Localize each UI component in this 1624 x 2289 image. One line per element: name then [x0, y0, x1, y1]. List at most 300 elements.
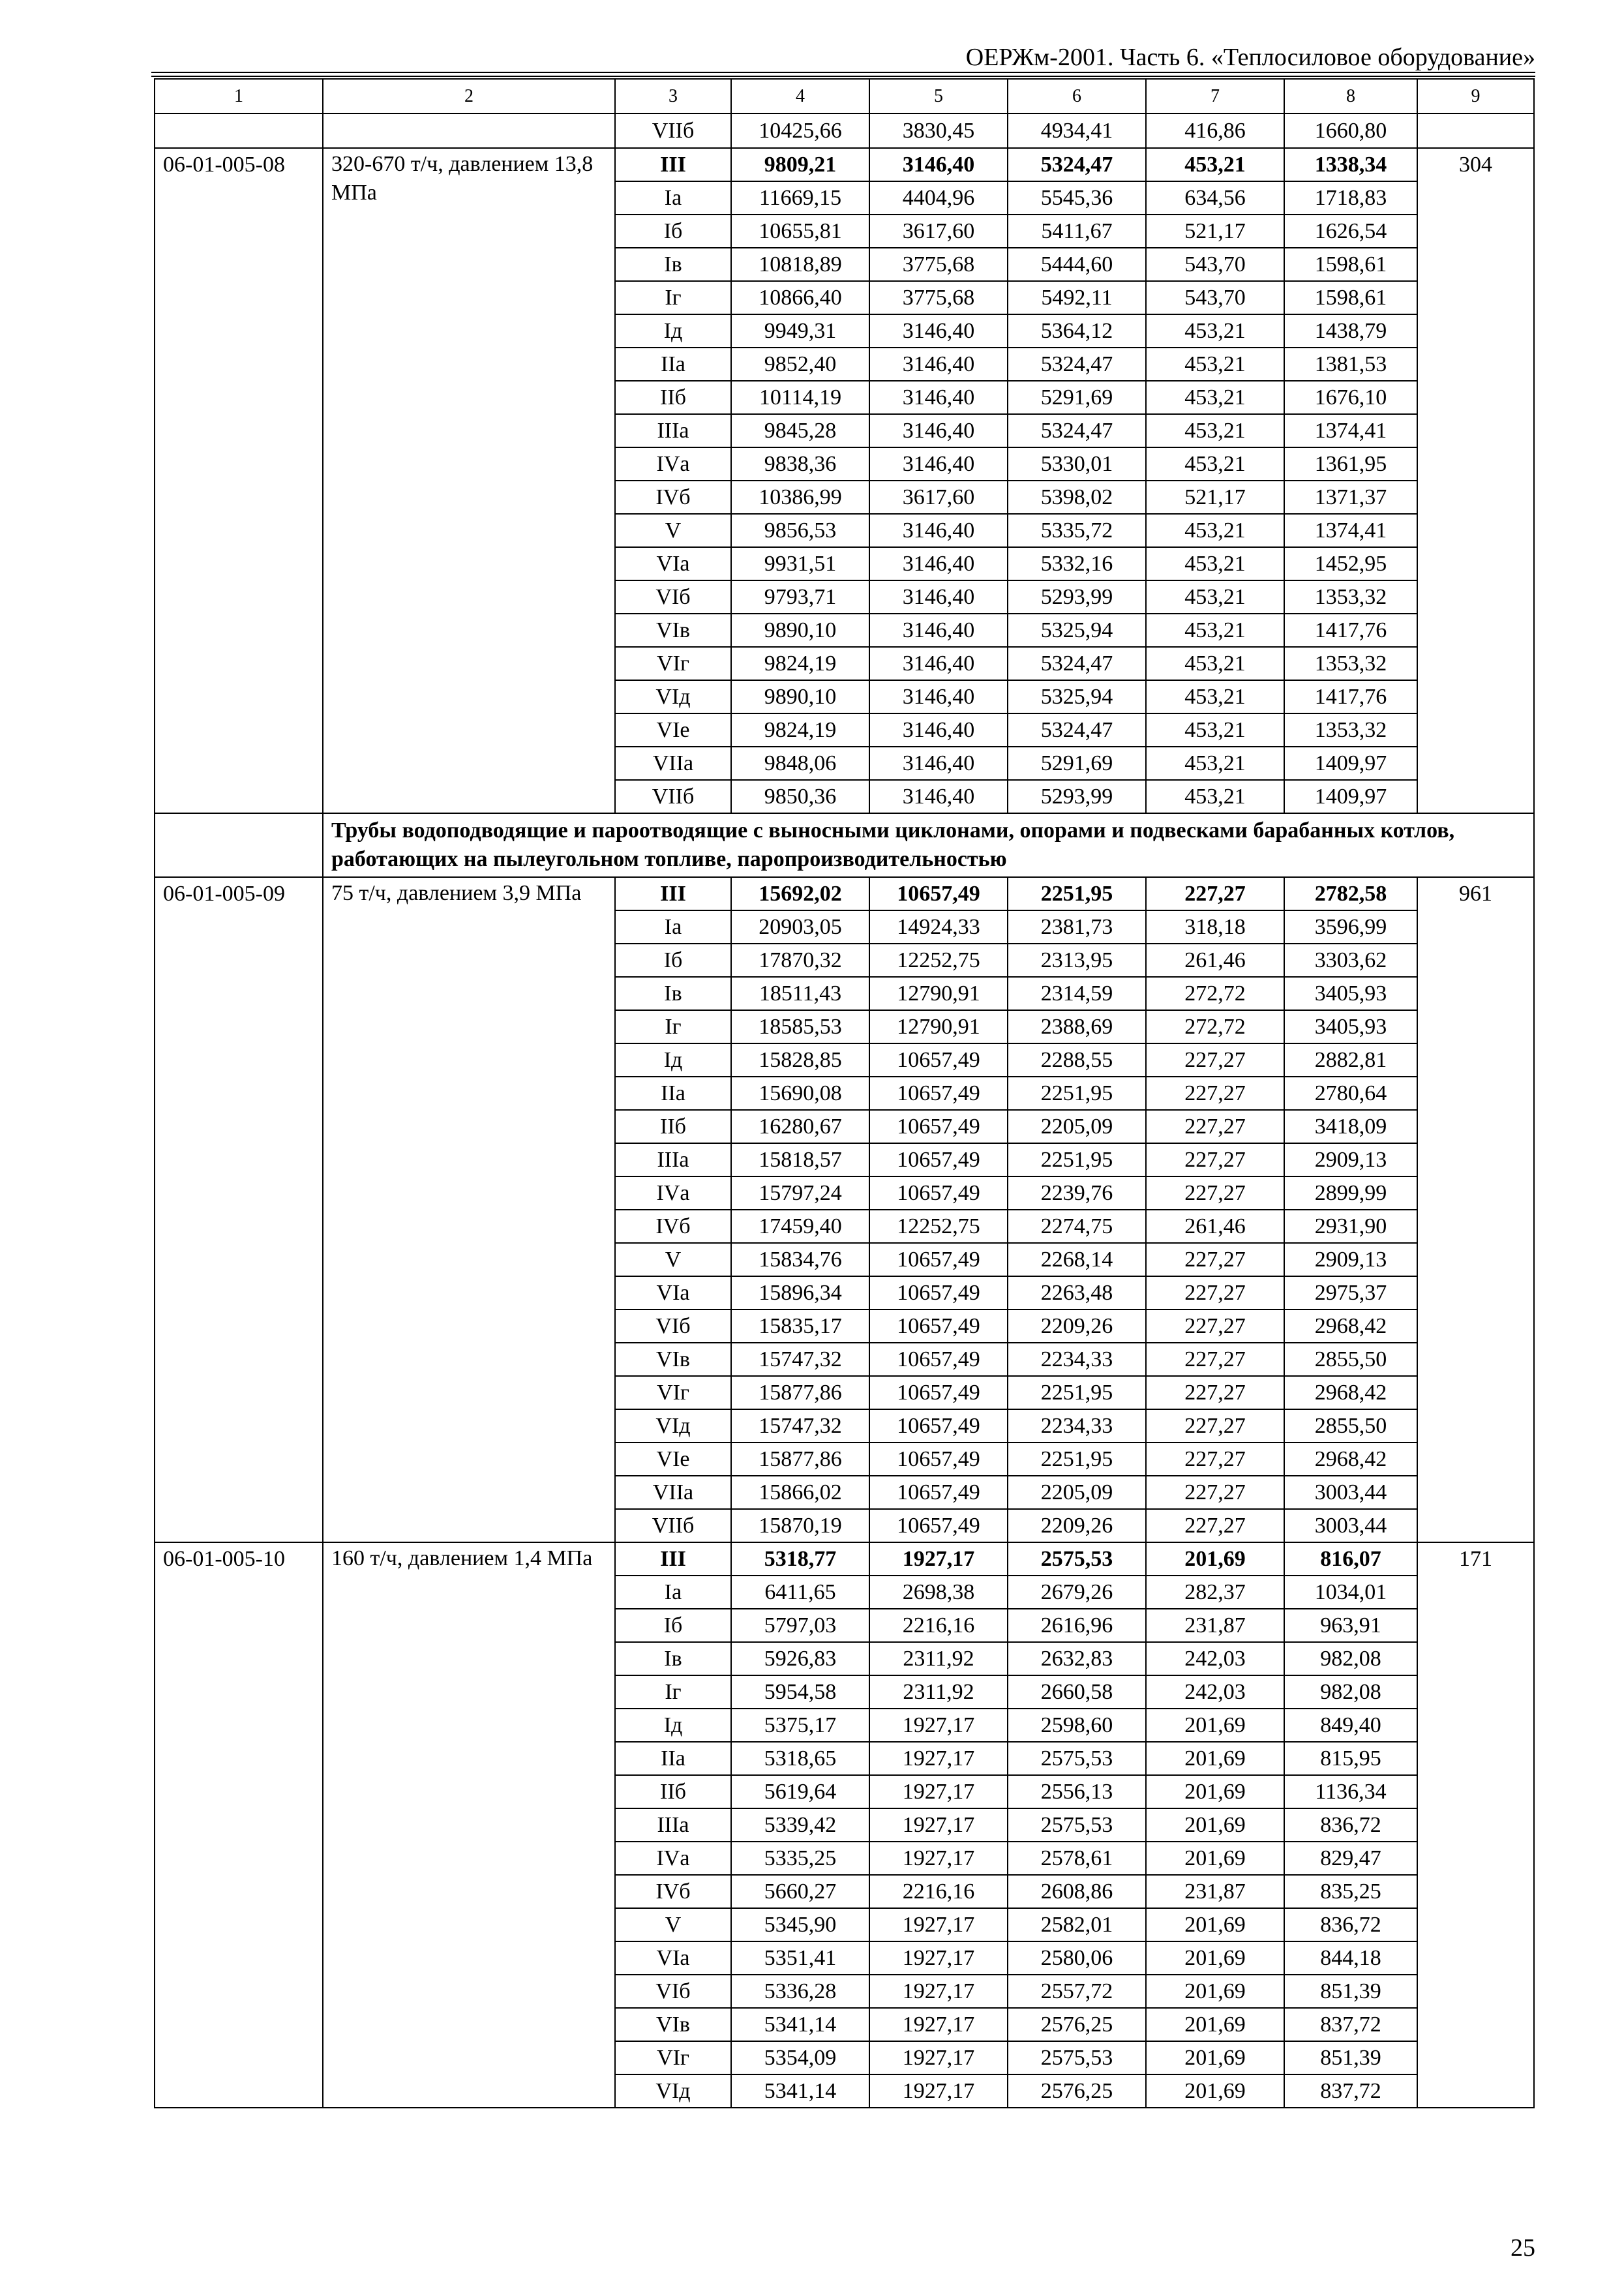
wages: 3146,40	[869, 414, 1008, 447]
wages: 1927,17	[869, 1742, 1008, 1775]
machine-cost: 4934,41	[1008, 113, 1146, 148]
region-zone: IIа	[615, 348, 731, 381]
machinist-wages: 416,86	[1146, 113, 1284, 148]
machinist-wages: 272,72	[1146, 977, 1284, 1010]
wages: 4404,96	[869, 181, 1008, 215]
total-cost: 18585,53	[731, 1010, 869, 1043]
machine-cost: 2234,33	[1008, 1343, 1146, 1376]
total-cost: 15835,17	[731, 1309, 869, 1343]
region-zone: VIг	[615, 2041, 731, 2074]
machine-cost: 5324,47	[1008, 647, 1146, 680]
machine-cost: 5330,01	[1008, 447, 1146, 481]
machine-cost: 2288,55	[1008, 1043, 1146, 1077]
region-zone: VIд	[615, 1409, 731, 1443]
machine-cost: 5335,72	[1008, 514, 1146, 547]
materials-cost: 3596,99	[1284, 910, 1417, 944]
machine-cost: 2576,25	[1008, 2074, 1146, 2108]
continuation-row	[155, 113, 1534, 148]
machinist-wages: 453,21	[1146, 680, 1284, 713]
machinist-wages: 521,17	[1146, 215, 1284, 248]
materials-cost: 1660,80	[1284, 113, 1417, 148]
materials-cost: 1718,83	[1284, 181, 1417, 215]
machinist-wages: 201,69	[1146, 1742, 1284, 1775]
wages: 10657,49	[869, 1343, 1008, 1376]
total-cost: 10866,40	[731, 281, 869, 314]
materials-cost: 816,07	[1284, 1542, 1417, 1576]
column-number: 5	[869, 79, 1008, 113]
region-zone: Iг	[615, 1010, 731, 1043]
total-cost: 5318,65	[731, 1742, 869, 1775]
item-weight: 304	[1417, 148, 1534, 813]
wages: 12252,75	[869, 944, 1008, 977]
wages: 3146,40	[869, 447, 1008, 481]
region-zone: V	[615, 1908, 731, 1941]
column-number: 9	[1417, 79, 1534, 113]
materials-cost: 1598,61	[1284, 281, 1417, 314]
machine-cost: 2388,69	[1008, 1010, 1146, 1043]
region-zone: VIв	[615, 614, 731, 647]
total-cost: 5619,64	[731, 1775, 869, 1808]
total-cost: 9856,53	[731, 514, 869, 547]
header-rule	[151, 72, 1535, 73]
item-description: 75 т/ч, давлением 3,9 МПа	[323, 877, 615, 1542]
wages: 3146,40	[869, 314, 1008, 348]
machine-cost: 5324,47	[1008, 713, 1146, 747]
materials-cost: 815,95	[1284, 1742, 1417, 1775]
region-zone: Iд	[615, 314, 731, 348]
machine-cost: 5324,47	[1008, 148, 1146, 181]
wages: 10657,49	[869, 1110, 1008, 1143]
wages: 10657,49	[869, 1376, 1008, 1409]
machine-cost: 2582,01	[1008, 1908, 1146, 1941]
machinist-wages: 261,46	[1146, 944, 1284, 977]
wages: 2216,16	[869, 1875, 1008, 1908]
machinist-wages: 242,03	[1146, 1675, 1284, 1709]
total-cost: 16280,67	[731, 1110, 869, 1143]
materials-cost: 829,47	[1284, 1842, 1417, 1875]
total-cost: 10818,89	[731, 248, 869, 281]
total-cost: 5954,58	[731, 1675, 869, 1709]
column-number: 6	[1008, 79, 1146, 113]
machine-cost: 2239,76	[1008, 1176, 1146, 1210]
region-zone: VIд	[615, 680, 731, 713]
region-zone: VIIа	[615, 1476, 731, 1509]
machinist-wages: 201,69	[1146, 2074, 1284, 2108]
machinist-wages: 201,69	[1146, 2008, 1284, 2041]
machinist-wages: 227,27	[1146, 1276, 1284, 1309]
machine-cost: 5293,99	[1008, 580, 1146, 614]
item-weight: 171	[1417, 1542, 1534, 2108]
wages: 3146,40	[869, 680, 1008, 713]
region-zone: IIIа	[615, 414, 731, 447]
wages: 1927,17	[869, 2041, 1008, 2074]
machinist-wages: 201,69	[1146, 1908, 1284, 1941]
wages: 10657,49	[869, 1309, 1008, 1343]
machine-cost: 5325,94	[1008, 614, 1146, 647]
machinist-wages: 227,27	[1146, 1309, 1284, 1343]
materials-cost: 3003,44	[1284, 1476, 1417, 1509]
region-zone: III	[615, 1542, 731, 1576]
total-cost: 5336,28	[731, 1975, 869, 2008]
machine-cost: 5324,47	[1008, 348, 1146, 381]
region-zone: VIб	[615, 1309, 731, 1343]
region-zone: V	[615, 1243, 731, 1276]
total-cost: 9949,31	[731, 314, 869, 348]
total-cost: 15870,19	[731, 1509, 869, 1542]
total-cost: 5660,27	[731, 1875, 869, 1908]
total-cost: 5341,14	[731, 2074, 869, 2108]
region-zone: Iа	[615, 181, 731, 215]
machine-cost: 2575,53	[1008, 2041, 1146, 2074]
materials-cost: 835,25	[1284, 1875, 1417, 1908]
region-zone: Iб	[615, 944, 731, 977]
wages: 10657,49	[869, 1243, 1008, 1276]
machinist-wages: 261,46	[1146, 1210, 1284, 1243]
machinist-wages: 453,21	[1146, 780, 1284, 813]
wages: 3146,40	[869, 780, 1008, 813]
total-cost: 9890,10	[731, 680, 869, 713]
machine-cost: 5398,02	[1008, 481, 1146, 514]
machinist-wages: 453,21	[1146, 614, 1284, 647]
machinist-wages: 272,72	[1146, 1010, 1284, 1043]
machine-cost: 2209,26	[1008, 1309, 1146, 1343]
machine-cost: 2313,95	[1008, 944, 1146, 977]
machine-cost: 2575,53	[1008, 1808, 1146, 1842]
machinist-wages: 227,27	[1146, 877, 1284, 910]
materials-cost: 2855,50	[1284, 1409, 1417, 1443]
region-zone: VIа	[615, 547, 731, 580]
total-cost: 15818,57	[731, 1143, 869, 1176]
materials-cost: 2968,42	[1284, 1443, 1417, 1476]
wages: 10657,49	[869, 1077, 1008, 1110]
total-cost: 10425,66	[731, 113, 869, 148]
wages: 1927,17	[869, 1542, 1008, 1576]
materials-cost: 1371,37	[1284, 481, 1417, 514]
total-cost: 9824,19	[731, 647, 869, 680]
region-zone: IVб	[615, 1210, 731, 1243]
wages: 3146,40	[869, 747, 1008, 780]
materials-cost: 1136,34	[1284, 1775, 1417, 1808]
section-title: Трубы водоподводящие и пароотводящие с выносными циклонами, опорами и подвесками барабанных котлов, работающих на пылеугольном топливе, паропроизводительностью	[323, 813, 1534, 877]
total-cost: 5354,09	[731, 2041, 869, 2074]
machinist-wages: 227,27	[1146, 1143, 1284, 1176]
region-zone: VIв	[615, 1343, 731, 1376]
total-cost: 15692,02	[731, 877, 869, 910]
machinist-wages: 453,21	[1146, 381, 1284, 414]
machine-cost: 2314,59	[1008, 977, 1146, 1010]
machinist-wages: 453,21	[1146, 148, 1284, 181]
machinist-wages: 453,21	[1146, 713, 1284, 747]
item-code: 06-01-005-09	[155, 877, 323, 1542]
machinist-wages: 318,18	[1146, 910, 1284, 944]
machine-cost: 5492,11	[1008, 281, 1146, 314]
wages: 3830,45	[869, 113, 1008, 148]
materials-cost: 844,18	[1284, 1941, 1417, 1975]
price-table	[154, 78, 1535, 2108]
total-cost: 18511,43	[731, 977, 869, 1010]
region-zone: III	[615, 148, 731, 181]
materials-cost: 2968,42	[1284, 1376, 1417, 1409]
materials-cost: 1381,53	[1284, 348, 1417, 381]
wages: 3775,68	[869, 281, 1008, 314]
machinist-wages: 201,69	[1146, 1975, 1284, 2008]
wages: 10657,49	[869, 1509, 1008, 1542]
wages: 3146,40	[869, 348, 1008, 381]
region-zone: Iа	[615, 1576, 731, 1609]
total-cost: 15877,86	[731, 1376, 869, 1409]
machine-cost: 2598,60	[1008, 1709, 1146, 1742]
machinist-wages: 227,27	[1146, 1176, 1284, 1210]
wages: 12790,91	[869, 977, 1008, 1010]
region-zone: IIIа	[615, 1143, 731, 1176]
machine-cost: 2251,95	[1008, 1077, 1146, 1110]
region-zone: IVб	[615, 481, 731, 514]
total-cost: 15866,02	[731, 1476, 869, 1509]
total-cost: 9850,36	[731, 780, 869, 813]
total-cost: 15834,76	[731, 1243, 869, 1276]
wages: 10657,49	[869, 1143, 1008, 1176]
machinist-wages: 201,69	[1146, 1842, 1284, 1875]
total-cost: 10655,81	[731, 215, 869, 248]
region-zone: Iа	[615, 910, 731, 944]
machinist-wages: 227,27	[1146, 1476, 1284, 1509]
materials-cost: 1452,95	[1284, 547, 1417, 580]
wages: 1927,17	[869, 1941, 1008, 1975]
machinist-wages: 282,37	[1146, 1576, 1284, 1609]
region-zone: Iв	[615, 977, 731, 1010]
materials-cost: 2855,50	[1284, 1343, 1417, 1376]
total-cost: 5926,83	[731, 1642, 869, 1675]
item-code: 06-01-005-10	[155, 1542, 323, 2108]
region-zone: VIв	[615, 2008, 731, 2041]
materials-cost: 1353,32	[1284, 647, 1417, 680]
item-description	[323, 113, 615, 148]
materials-cost: 1417,76	[1284, 680, 1417, 713]
wages: 3146,40	[869, 614, 1008, 647]
machine-cost: 2274,75	[1008, 1210, 1146, 1243]
wages: 1927,17	[869, 1808, 1008, 1842]
machinist-wages: 227,27	[1146, 1509, 1284, 1542]
materials-cost: 2909,13	[1284, 1243, 1417, 1276]
region-zone: Iд	[615, 1709, 731, 1742]
materials-cost: 1353,32	[1284, 580, 1417, 614]
wages: 3617,60	[869, 481, 1008, 514]
materials-cost: 837,72	[1284, 2074, 1417, 2108]
machine-cost: 2632,83	[1008, 1642, 1146, 1675]
machinist-wages: 453,21	[1146, 414, 1284, 447]
region-zone: VIд	[615, 2074, 731, 2108]
total-cost: 15797,24	[731, 1176, 869, 1210]
machine-cost: 2608,86	[1008, 1875, 1146, 1908]
machine-cost: 2575,53	[1008, 1542, 1146, 1576]
materials-cost: 851,39	[1284, 1975, 1417, 2008]
region-zone: IIIа	[615, 1808, 731, 1842]
total-cost: 5339,42	[731, 1808, 869, 1842]
wages: 10657,49	[869, 877, 1008, 910]
wages: 2698,38	[869, 1576, 1008, 1609]
machine-cost: 5444,60	[1008, 248, 1146, 281]
machine-cost: 2251,95	[1008, 1143, 1146, 1176]
wages: 1927,17	[869, 1709, 1008, 1742]
machine-cost: 2251,95	[1008, 1443, 1146, 1476]
machinist-wages: 201,69	[1146, 1775, 1284, 1808]
materials-cost: 1626,54	[1284, 215, 1417, 248]
region-zone: Iг	[615, 281, 731, 314]
machinist-wages: 227,27	[1146, 1443, 1284, 1476]
wages: 10657,49	[869, 1043, 1008, 1077]
materials-cost: 2909,13	[1284, 1143, 1417, 1176]
machinist-wages: 453,21	[1146, 514, 1284, 547]
total-cost: 5318,77	[731, 1542, 869, 1576]
wages: 3617,60	[869, 215, 1008, 248]
total-cost: 9824,19	[731, 713, 869, 747]
region-zone: Iв	[615, 1642, 731, 1675]
machinist-wages: 227,27	[1146, 1243, 1284, 1276]
region-zone: VIIб	[615, 113, 731, 148]
machine-cost: 5332,16	[1008, 547, 1146, 580]
materials-cost: 1361,95	[1284, 447, 1417, 481]
region-zone: Iб	[615, 215, 731, 248]
wages: 2216,16	[869, 1609, 1008, 1642]
total-cost: 11669,15	[731, 181, 869, 215]
region-zone: IIб	[615, 1775, 731, 1808]
wages: 12252,75	[869, 1210, 1008, 1243]
region-zone: Iд	[615, 1043, 731, 1077]
machinist-wages: 242,03	[1146, 1642, 1284, 1675]
materials-cost: 982,08	[1284, 1675, 1417, 1709]
region-zone: VIа	[615, 1276, 731, 1309]
machine-cost: 5291,69	[1008, 747, 1146, 780]
total-cost: 5351,41	[731, 1941, 869, 1975]
total-cost: 15877,86	[731, 1443, 869, 1476]
materials-cost: 1409,97	[1284, 747, 1417, 780]
region-zone: Iб	[615, 1609, 731, 1642]
materials-cost: 1374,41	[1284, 414, 1417, 447]
region-zone: IVа	[615, 1842, 731, 1875]
materials-cost: 1034,01	[1284, 1576, 1417, 1609]
machine-cost: 5291,69	[1008, 381, 1146, 414]
machine-cost: 2576,25	[1008, 2008, 1146, 2041]
price-table-body	[155, 79, 1534, 2108]
machinist-wages: 201,69	[1146, 1808, 1284, 1842]
wages: 10657,49	[869, 1409, 1008, 1443]
total-cost: 5335,25	[731, 1842, 869, 1875]
wages: 3775,68	[869, 248, 1008, 281]
materials-cost: 836,72	[1284, 1908, 1417, 1941]
wages: 3146,40	[869, 580, 1008, 614]
wages: 1927,17	[869, 1775, 1008, 1808]
machinist-wages: 543,70	[1146, 248, 1284, 281]
total-cost: 9838,36	[731, 447, 869, 481]
item-description: 160 т/ч, давлением 1,4 МПа	[323, 1542, 615, 2108]
region-zone: VIг	[615, 1376, 731, 1409]
item-weight	[1417, 113, 1534, 148]
materials-cost: 3003,44	[1284, 1509, 1417, 1542]
machinist-wages: 201,69	[1146, 1941, 1284, 1975]
column-numbers-row	[155, 79, 1534, 113]
total-cost: 5375,17	[731, 1709, 869, 1742]
machinist-wages: 201,69	[1146, 1709, 1284, 1742]
machinist-wages: 453,21	[1146, 747, 1284, 780]
wages: 1927,17	[869, 1975, 1008, 2008]
wages: 10657,49	[869, 1276, 1008, 1309]
wages: 10657,49	[869, 1476, 1008, 1509]
region-zone: VIе	[615, 1443, 731, 1476]
total-cost: 15690,08	[731, 1077, 869, 1110]
machine-cost: 2251,95	[1008, 877, 1146, 910]
total-cost: 17459,40	[731, 1210, 869, 1243]
machine-cost: 2205,09	[1008, 1110, 1146, 1143]
materials-cost: 1353,32	[1284, 713, 1417, 747]
machinist-wages: 453,21	[1146, 647, 1284, 680]
total-cost: 20903,05	[731, 910, 869, 944]
wages: 1927,17	[869, 2074, 1008, 2108]
machinist-wages: 521,17	[1146, 481, 1284, 514]
materials-cost: 837,72	[1284, 2008, 1417, 2041]
region-zone: IVа	[615, 1176, 731, 1210]
column-number: 1	[155, 79, 323, 113]
total-cost: 10386,99	[731, 481, 869, 514]
region-zone: VIб	[615, 1975, 731, 2008]
machinist-wages: 634,56	[1146, 181, 1284, 215]
machinist-wages: 453,21	[1146, 547, 1284, 580]
wages: 14924,33	[869, 910, 1008, 944]
wages: 1927,17	[869, 1908, 1008, 1941]
region-zone: VIб	[615, 580, 731, 614]
machinist-wages: 231,87	[1146, 1875, 1284, 1908]
total-cost: 5341,14	[731, 2008, 869, 2041]
total-cost: 15747,32	[731, 1409, 869, 1443]
total-cost: 6411,65	[731, 1576, 869, 1609]
materials-cost: 3418,09	[1284, 1110, 1417, 1143]
materials-cost: 2780,64	[1284, 1077, 1417, 1110]
machine-cost: 5545,36	[1008, 181, 1146, 215]
total-cost: 9852,40	[731, 348, 869, 381]
wages: 3146,40	[869, 514, 1008, 547]
region-zone: IIб	[615, 381, 731, 414]
total-cost: 17870,32	[731, 944, 869, 977]
materials-cost: 982,08	[1284, 1642, 1417, 1675]
region-zone: Iг	[615, 1675, 731, 1709]
machinist-wages: 227,27	[1146, 1343, 1284, 1376]
machine-cost: 2268,14	[1008, 1243, 1146, 1276]
machine-cost: 2234,33	[1008, 1409, 1146, 1443]
region-zone: Iв	[615, 248, 731, 281]
column-number: 4	[731, 79, 869, 113]
page-number: 25	[1511, 2234, 1535, 2262]
materials-cost: 2899,99	[1284, 1176, 1417, 1210]
wages: 10657,49	[869, 1176, 1008, 1210]
materials-cost: 2782,58	[1284, 877, 1417, 910]
machine-cost: 2616,96	[1008, 1609, 1146, 1642]
item-row	[155, 1542, 1534, 1576]
machine-cost: 2263,48	[1008, 1276, 1146, 1309]
item-weight: 961	[1417, 877, 1534, 1542]
machine-cost: 2556,13	[1008, 1775, 1146, 1808]
region-zone: VIIб	[615, 1509, 731, 1542]
machine-cost: 5325,94	[1008, 680, 1146, 713]
total-cost: 5345,90	[731, 1908, 869, 1941]
machinist-wages: 453,21	[1146, 314, 1284, 348]
machine-cost: 2205,09	[1008, 1476, 1146, 1509]
materials-cost: 1374,41	[1284, 514, 1417, 547]
total-cost: 15896,34	[731, 1276, 869, 1309]
wages: 1927,17	[869, 2008, 1008, 2041]
machinist-wages: 227,27	[1146, 1409, 1284, 1443]
machine-cost: 2580,06	[1008, 1941, 1146, 1975]
wages: 12790,91	[869, 1010, 1008, 1043]
materials-cost: 851,39	[1284, 2041, 1417, 2074]
